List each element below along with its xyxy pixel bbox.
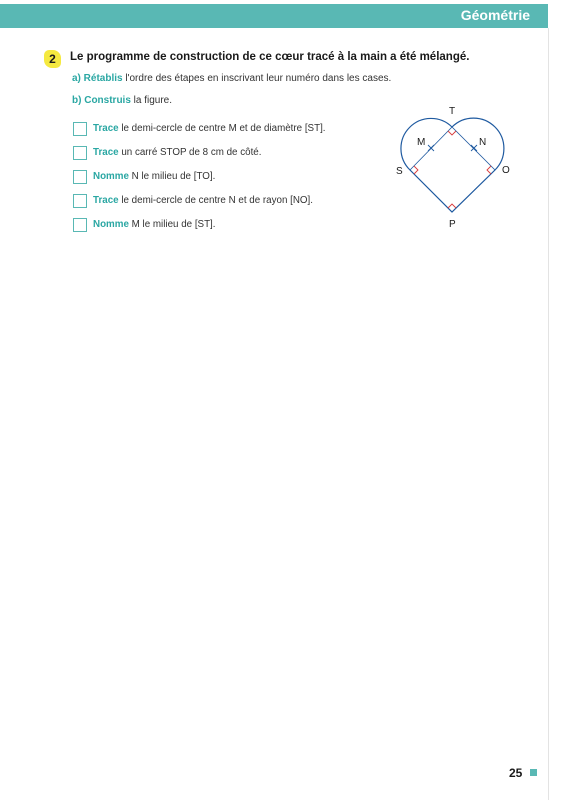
instruction-a [72,73,391,84]
label-point-o: O [502,165,510,176]
step-verb: Nomme [93,171,129,182]
step-order-box[interactable] [73,146,87,160]
page-number-square-icon [530,769,537,776]
step-order-box[interactable] [73,218,87,232]
label-point-s: S [396,166,403,177]
page-number: 25 [509,766,523,780]
step-item [73,218,326,242]
section-header-bar [0,4,548,28]
step-description: le demi-cercle de centre N et de rayon [NO]. [118,195,313,206]
heart-outline [401,118,504,212]
page-margin-rule [548,28,549,800]
step-description: le demi-cercle de centre M et de diamètre [ST]. [118,123,326,134]
step-order-box[interactable] [73,170,87,184]
step-item [73,170,326,194]
step-verb: Trace [93,147,119,158]
step-item [73,146,326,170]
step-text [93,170,215,183]
step-text [93,146,261,159]
exercise-title: Le programme de construction de ce cœur tracé à la main a été mélangé. [70,51,470,63]
heart-figure [385,100,525,236]
step-description: N le milieu de [TO]. [128,171,216,182]
step-text [93,122,326,135]
exercise-number-badge: 2 [44,50,61,68]
instruction-a-text: l'ordre des étapes en inscrivant leur numéro dans les cases. [122,73,392,84]
steps-list [73,122,326,242]
step-description: M le milieu de [ST]. [128,219,216,230]
section-title: Géométrie [460,7,530,23]
step-description: un carré STOP de 8 cm de côté. [118,147,262,158]
midpoint-marks [428,145,477,151]
label-point-m: M [417,137,426,148]
label-point-t: T [449,106,456,117]
step-order-box[interactable] [73,194,87,208]
step-text [93,194,313,207]
label-point-n: N [479,137,487,148]
step-verb: Trace [93,123,119,134]
instruction-b-keyword: b) Construis [72,95,131,106]
step-order-box[interactable] [73,122,87,136]
step-verb: Trace [93,195,119,206]
step-text [93,218,216,231]
instruction-b [72,95,172,106]
instruction-b-text: la figure. [130,95,173,106]
step-item [73,194,326,218]
label-point-p: P [449,219,456,230]
step-verb: Nomme [93,219,129,230]
instruction-a-keyword: a) Rétablis [72,73,123,84]
step-item [73,122,326,146]
